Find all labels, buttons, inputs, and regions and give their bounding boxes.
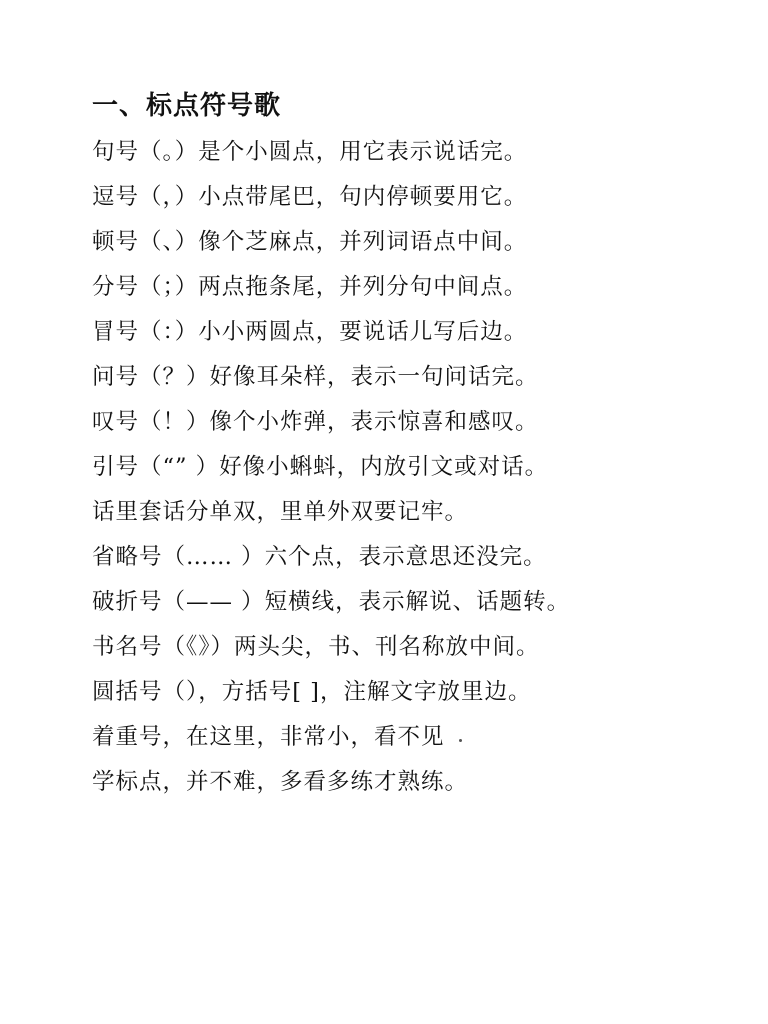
song-line-13 (92, 672, 570, 717)
song-line-2 (92, 177, 570, 222)
song-line-3 (92, 222, 570, 267)
song-line-text: 分号（；）两点拖条尾，并列分句中间点。 (92, 274, 528, 300)
song-line-11 (92, 582, 570, 627)
song-line-text: 逗号（，）小点带尾巴，句内停顿要用它。 (92, 184, 528, 210)
song-line-text: 书名号（《》）两头尖，书、刊名称放中间。 (92, 634, 540, 660)
song-line-text: 话里套话分单双，里单外双要记牢。 (92, 499, 469, 525)
song-line-5 (92, 312, 570, 357)
punctuation-song-lines (92, 132, 570, 807)
song-line-text: 着重号，在这里，非常小，看不见 (92, 724, 445, 750)
song-line-6 (92, 357, 570, 402)
song-line-text: 冒号（：）小小两圆点，要说话儿写后边。 (92, 319, 528, 345)
song-line-text: 引号（“” ）好像小蝌蚪，内放引文或对话。 (92, 454, 549, 480)
song-line-text: 破折号（—— ）短横线，表示解说、话题转。 (92, 589, 571, 615)
song-line-1 (92, 132, 570, 177)
song-line-text: 省略号（…… ）六个点，表示意思还没完。 (92, 544, 547, 570)
song-line-9 (92, 492, 570, 537)
song-line-15 (92, 762, 570, 807)
song-line-text: 顿号（、）像个芝麻点，并列词语点中间。 (92, 229, 528, 255)
section-heading: 一、标点符号歌 (92, 91, 282, 121)
song-line-14 (92, 717, 570, 762)
song-line-4 (92, 267, 570, 312)
song-line-10 (92, 537, 570, 582)
song-line-12 (92, 627, 570, 672)
song-line-text: 圆括号（），方括号[ ]，注解文字放里边。 (92, 679, 532, 705)
emphasis-dot-icon (459, 739, 462, 742)
song-line-text: 学标点，并不难，多看多练才熟练。 (92, 769, 469, 795)
song-line-7 (92, 402, 570, 447)
song-line-8 (92, 447, 570, 492)
song-line-text: 问号（？）好像耳朵样，表示一句问话完。 (92, 364, 539, 390)
song-line-text: 句号（。）是个小圆点，用它表示说话完。 (92, 139, 528, 165)
song-line-text: 叹号（！）像个小炸弹，表示惊喜和感叹。 (92, 409, 539, 435)
